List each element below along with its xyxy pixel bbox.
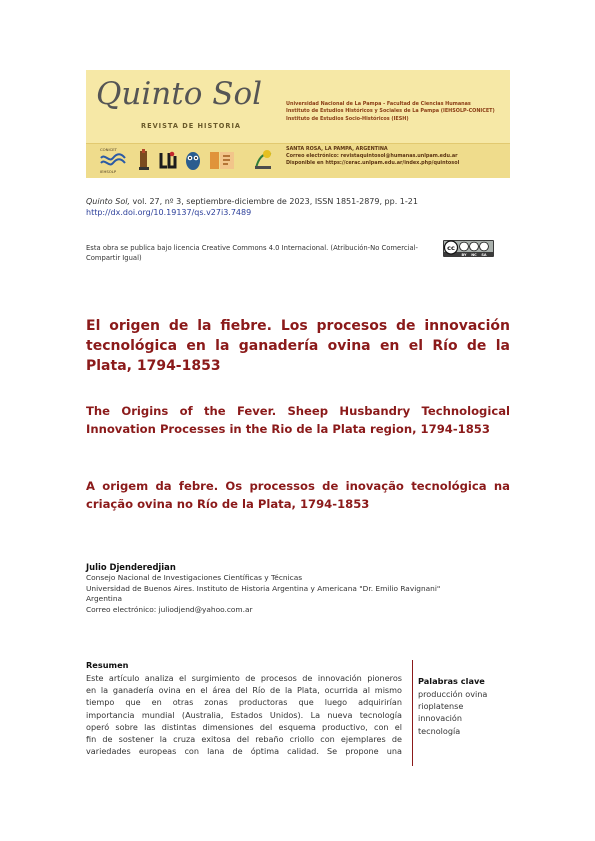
citation-block bbox=[86, 196, 516, 218]
journal-subtitle: REVISTA DE HISTORIA bbox=[141, 122, 242, 130]
contact-line: Disponible en https://cerac.unlpam.edu.ar/index.php/quintosol bbox=[286, 160, 460, 167]
keyword-item: tecnología bbox=[418, 725, 461, 736]
abstract-line: Este artículo analiza el surgimiento de procesos de innovación pioneros bbox=[86, 673, 402, 683]
logo-label: IEHSOLP bbox=[100, 169, 117, 174]
citation-details: vol. 27, nº 3, septiembre-diciembre de 2023, ISSN 1851-2879, pp. 1-21 bbox=[129, 197, 418, 206]
keywords-heading: Palabras clave bbox=[418, 676, 485, 686]
logo-label: CONICET bbox=[100, 147, 117, 152]
conicet-logo-icon bbox=[98, 148, 128, 172]
cc-license-icon[interactable] bbox=[443, 240, 494, 257]
license-text: Esta obra se publica bajo licencia Creative Commons 4.0 Internacional. (Atribución-No Comercial-Compartir Igual) bbox=[86, 244, 419, 262]
by-label: BY bbox=[461, 252, 467, 257]
author-email[interactable]: Correo electrónico: juliodjend@yahoo.com.ar bbox=[86, 604, 253, 614]
journal-name: Quinto Sol bbox=[96, 76, 263, 112]
abstract-line: variedades europeas con lana de óptima calidad. Se propone una bbox=[86, 746, 402, 757]
abstract-line: en la ganadería ovina en el área del Río de la Plata, ocurrida al mismo bbox=[86, 685, 402, 696]
abstract-line: fin de sostener la cruza exitosa del rebaño criollo con ejemplares de bbox=[86, 734, 402, 745]
institution-line: Instituto de Estudios Históricos y Sociales de La Pampa (IEHSOLP-CONICET) bbox=[286, 108, 495, 115]
owl-logo-icon bbox=[184, 148, 202, 172]
institution-line: Universidad Nacional de La Pampa - Facultad de Ciencias Humanas bbox=[286, 101, 471, 107]
contact-block bbox=[286, 146, 508, 168]
abstract-heading: Resumen bbox=[86, 660, 129, 670]
author-name: Julio Djenderedjian bbox=[86, 562, 176, 572]
keyword-item: rioplatense bbox=[418, 701, 464, 712]
author-affiliation: Consejo Nacional de Investigaciones Científicas y Técnicas bbox=[86, 573, 303, 582]
institution-list bbox=[286, 101, 508, 123]
banner-top bbox=[86, 70, 510, 143]
author-affiliation: Universidad de Buenos Aires. Instituto de Historia Argentina y Americana "Dr. Emilio Ravignani" bbox=[86, 583, 441, 593]
institution-line: Instituto de Estudios Socio-Históricos (IESH) bbox=[286, 115, 409, 122]
contact-line: Correo electrónico: revistaquintosol@humanas.unlpam.edu.ar bbox=[286, 153, 458, 160]
author-block bbox=[86, 561, 516, 615]
doi-link[interactable]: http://dx.doi.org/10.19137/qs.v27i3.7489 bbox=[86, 208, 252, 217]
editorial-logo-icon bbox=[252, 148, 274, 172]
institution-logos bbox=[94, 146, 282, 174]
abstract-text bbox=[86, 672, 402, 757]
journal-banner bbox=[86, 70, 510, 178]
cc-label: cc bbox=[447, 244, 455, 252]
author-country: Argentina bbox=[86, 594, 123, 603]
university-logo-icon bbox=[136, 148, 152, 172]
iehsolp-logo-icon bbox=[158, 148, 178, 172]
citation-journal: Quinto Sol, bbox=[86, 197, 130, 206]
abstract-line: importancia mundial (Australia, Estados Unidos). La nueva tecnología bbox=[86, 709, 402, 720]
title-english: The Origins of the Fever. Sheep Husbandry Technological Innovation Processes in the Rio de la Plata region, 1794-1853 bbox=[86, 404, 510, 436]
keyword-item: producción ovina bbox=[418, 689, 488, 699]
keywords-list bbox=[418, 688, 518, 737]
abstract-line: operó sobre las distintas dimensiones del esquema productivo, con el bbox=[86, 721, 402, 732]
nc-label: NC bbox=[471, 252, 477, 257]
title-portuguese: A origem da febre. Os processos de inovação tecnológica na criação ovina no Río de la Plata, 1794-1853 bbox=[86, 479, 510, 511]
sa-label: SA bbox=[481, 252, 487, 257]
orange-logo-icon bbox=[208, 148, 238, 172]
title-spanish: El origen de la fiebre. Los procesos de innovación tecnológica en la ganadería ovina en el Río de la Plata, 1794-1853 bbox=[86, 318, 510, 374]
citation-line bbox=[86, 196, 516, 207]
contact-line: SANTA ROSA, LA PAMPA, ARGENTINA bbox=[286, 146, 388, 152]
abstract-line: tiempo que en otras zonas productoras que luego adquirirían bbox=[86, 697, 402, 708]
keyword-item: innovación bbox=[418, 713, 462, 724]
keywords-divider bbox=[412, 660, 413, 766]
